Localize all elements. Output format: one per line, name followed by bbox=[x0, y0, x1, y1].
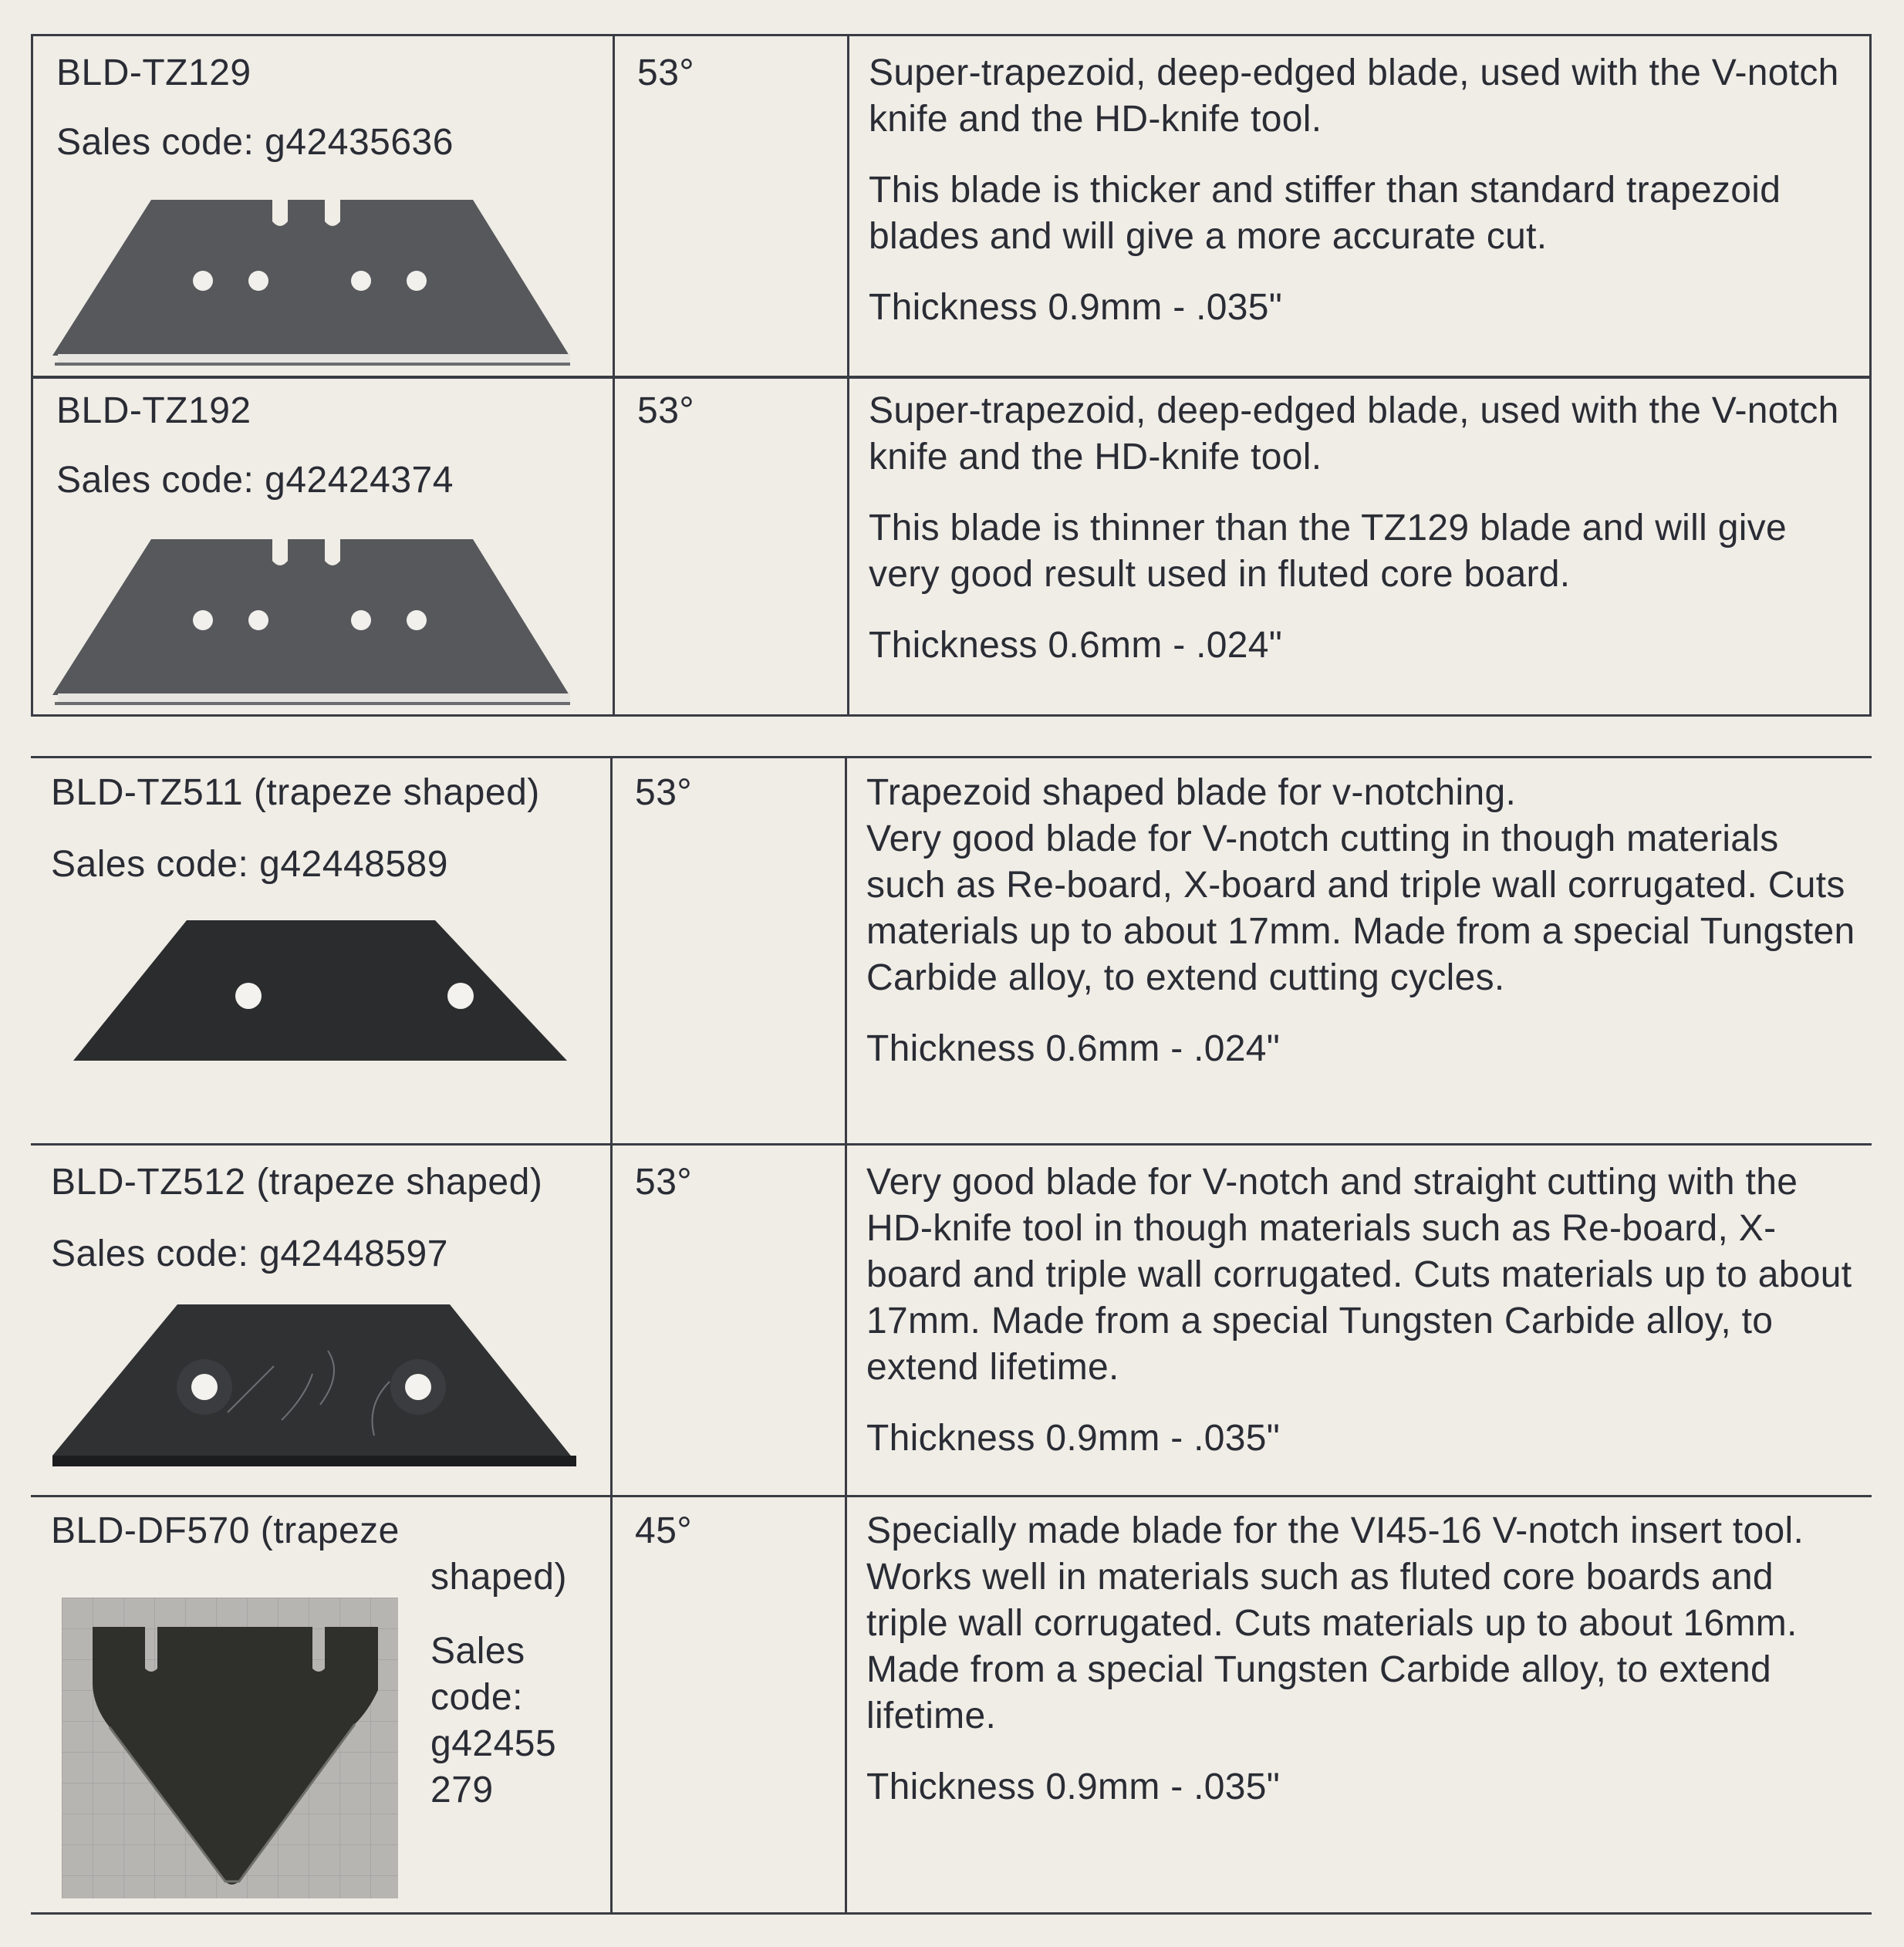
product-code: BLD-TZ511 (trapeze shaped) bbox=[51, 772, 540, 813]
blade-description bbox=[866, 770, 1862, 1097]
product-code: BLD-TZ512 (trapeze shaped) bbox=[51, 1162, 543, 1203]
row-divider bbox=[31, 1912, 1872, 1915]
table-row bbox=[31, 1146, 1872, 1495]
blade-angle: 53° bbox=[637, 390, 695, 431]
blade-tz129-image bbox=[49, 200, 573, 366]
table-row bbox=[33, 379, 1869, 717]
blade-df570-photo bbox=[62, 1598, 398, 1898]
description-text: Very good blade for V-notch and straight cutting with the HD-knife tool in though materials such as Re-board, X-board and triple wall corrugated. Cuts materials up to about 17mm. Made from a special Tungsten Carbide alloy, to extend lifetime. bbox=[866, 1162, 1852, 1388]
table-row bbox=[31, 756, 1872, 1143]
product-code: BLD-TZ129 bbox=[56, 52, 252, 93]
sales-code: Sales code: g42424374 bbox=[56, 460, 454, 501]
sales-code-line: Sales bbox=[430, 1631, 525, 1672]
sales-code-line: code: bbox=[430, 1677, 523, 1718]
blade-description bbox=[866, 1508, 1862, 1835]
boxed-table-top bbox=[31, 34, 1872, 717]
blade-angle: 53° bbox=[635, 1162, 693, 1203]
sales-code: Sales code: g42435636 bbox=[56, 122, 454, 163]
table-row bbox=[31, 1497, 1872, 1912]
product-code: BLD-DF570 (trapeze bbox=[51, 1510, 400, 1551]
sales-code bbox=[430, 1628, 556, 1814]
open-table-bottom bbox=[31, 756, 1872, 1915]
sales-code-line: g42455 bbox=[430, 1723, 557, 1764]
blade-angle: 53° bbox=[635, 772, 693, 813]
description-text: Specially made blade for the VI45-16 V-notch insert tool. Works well in materials such as fluted core boards and triple wall corrugated. Cuts materials up to about 16mm. Made from a special Tungsten Carbide alloy, to extend lifetime. bbox=[866, 1510, 1804, 1736]
description-text: This blade is thicker and stiffer than standard trapezoid blades and will give a more accurate cut. bbox=[869, 170, 1781, 257]
product-code-continued: shaped) bbox=[430, 1557, 567, 1598]
blade-description bbox=[869, 50, 1852, 356]
description-text: Super-trapezoid, deep-edged blade, used with the V-notch knife and the HD-knife tool. bbox=[869, 390, 1839, 477]
thickness-text: Thickness 0.6mm - .024" bbox=[869, 625, 1283, 666]
blade-description bbox=[869, 388, 1852, 693]
blade-angle: 45° bbox=[635, 1510, 693, 1551]
blade-tz512-image bbox=[50, 1304, 582, 1470]
table-row bbox=[33, 36, 1869, 376]
sales-code: Sales code: g42448589 bbox=[51, 844, 448, 885]
blade-tz192-image bbox=[49, 539, 573, 706]
thickness-text: Thickness 0.9mm - .035" bbox=[866, 1418, 1281, 1459]
blade-angle: 53° bbox=[637, 52, 695, 93]
blade-tz511-image bbox=[69, 920, 571, 1063]
thickness-text: Thickness 0.9mm - .035" bbox=[869, 287, 1283, 328]
description-text: Super-trapezoid, deep-edged blade, used with the V-notch knife and the HD-knife tool. bbox=[869, 52, 1839, 140]
thickness-text: Thickness 0.6mm - .024" bbox=[866, 1028, 1281, 1069]
product-code: BLD-TZ192 bbox=[56, 390, 252, 431]
description-text: Trapezoid shaped blade for v-notching. Very good blade for V-notch cutting in though materials such as Re-board, X-board and triple wall corrugated. Cuts materials up to about 17mm. Made from a special Tungsten Carbide alloy, to extend cutting cycles. bbox=[866, 772, 1855, 998]
sales-code-line: 279 bbox=[430, 1770, 494, 1810]
description-text: This blade is thinner than the TZ129 blade and will give very good result used in fluted core board. bbox=[869, 508, 1787, 595]
blade-description bbox=[866, 1159, 1862, 1486]
thickness-text: Thickness 0.9mm - .035" bbox=[866, 1766, 1281, 1807]
sales-code: Sales code: g42448597 bbox=[51, 1233, 448, 1274]
